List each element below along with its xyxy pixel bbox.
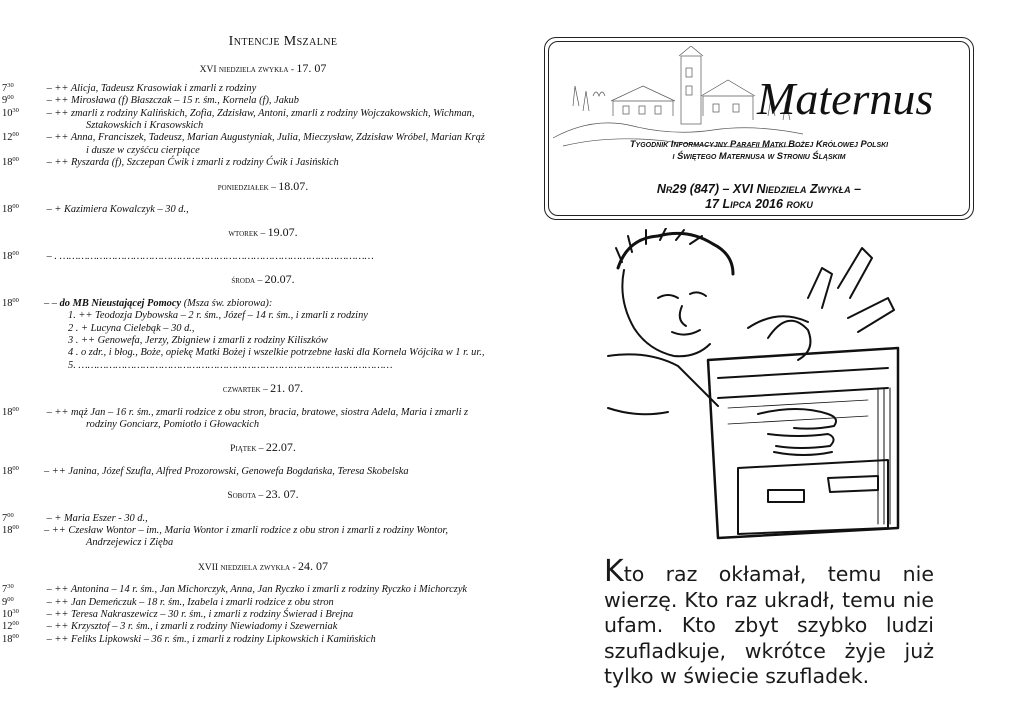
intention-entry	[2, 595, 488, 609]
intention-text: – . …………………………………………………………………………………………	[44, 250, 374, 262]
intention-text: – ++ mąż Jan – 16 r. śm., zmarli rodzice z obu stron, bracia, bratowe, siostra Adela, Maria i zmarli z rodziny Gonciarz, Pomiotło i Głowackich	[44, 406, 469, 430]
day-date: 18.07.	[278, 178, 309, 193]
issue-line-1: Nr29 (847) – XVI Niedziela Zwykła –	[656, 182, 862, 196]
intention-text: – + Kazimiera Kowalczyk – 30 d.,	[44, 204, 189, 216]
intention-entry	[2, 583, 488, 596]
intention-text: – –	[44, 297, 60, 309]
intention-entry	[2, 156, 488, 169]
time-hour: 18	[2, 633, 13, 645]
time-hour: 12	[2, 621, 13, 633]
quote-body: to raz okłamał, temu nie wierzę. Kto raz ukradł, temu nie ufam. Kto zbyt szybko ludzi szufladkuje, wkrótce żyje już tylko w świecie szufladek.	[604, 562, 934, 688]
time-minutes: 00	[12, 620, 19, 628]
time-hour: 18	[2, 204, 13, 216]
time-minutes: 30	[12, 608, 19, 615]
numbered-intention: 4 . o zdr., i błog., Boże, opiekę Matki Bożej i wszelkie potrzebne łaski dla Kornela Wójcika w 1 r. ur.,	[68, 347, 485, 359]
intention-text: – ++ Anna, Franciszek, Tadeusz, Marian Augustyniak, Julia, Mieczysław, Zdzisław Wróbel, Marian Krąż i dusze w czyśćcu cierpiące	[44, 132, 485, 156]
day-name: wtorek –	[228, 229, 268, 240]
time-hour: 18	[2, 297, 13, 309]
day-name: XVI niedziela zwykła -	[199, 65, 297, 76]
time-hour: 9	[2, 95, 8, 107]
numbered-intention: 3 . ++ Genowefa, Jerzy, Zbigniew i zmarli z rodziny Kiliszków	[68, 334, 328, 346]
time-hour: 7	[2, 82, 8, 94]
quote-text	[604, 554, 934, 690]
intention-text: – ++ Czesław Wontor – im., Maria Wontor i zmarli rodzice z obu stron i zmarli z rodziny Wontor, Andrzejewicz i Zięba	[44, 524, 449, 549]
numbered-intention: 1. ++ Teodozja Dybowska – 2 r. śm., Józef – 14 r. śm., i zmarli z rodziny	[68, 310, 368, 322]
intention-text: – ++ zmarli z rodziny Kalińskich, Zofia, Zdzisław, Antoni, zmarli z rodziny Wojczakowskich, Wichman, Sztakowskich i Krasowskich	[44, 107, 475, 132]
time-minutes: 30	[7, 583, 14, 591]
time-hour: 18	[2, 465, 13, 477]
day-name: środa –	[231, 276, 265, 287]
intention-entry	[2, 523, 488, 550]
days-list	[2, 61, 488, 646]
day-name: Piątek –	[230, 444, 266, 455]
intention-text: – ++ Antonina – 14 r. śm., Jan Michorczyk, Anna, Jan Ryczko i zmarli z rodziny Ryczko i Michorczyk	[44, 584, 468, 596]
time-minutes: 00	[7, 595, 14, 603]
day-heading	[38, 488, 488, 502]
intention-entry	[2, 203, 488, 216]
time-hour: 7	[2, 512, 8, 524]
intention-entry	[2, 464, 488, 478]
time-hour: 10	[2, 107, 13, 119]
time-minutes: 00	[12, 523, 19, 531]
time-hour: 18	[2, 250, 13, 262]
intention-text: – ++ Jan Demeńczuk – 18 r. śm., Izabela i zmarli rodzice z obu stron	[44, 596, 334, 608]
day-name: czwartek –	[222, 385, 271, 396]
time-minutes: 00	[12, 632, 19, 640]
masthead-box	[544, 37, 974, 220]
time-hour: 7	[2, 584, 8, 596]
intention-entry	[2, 608, 488, 621]
intention-text: – ++ Feliks Lipkowski – 36 r. śm., i zmarli z rodziny Lipkowskich i Kamińskich	[44, 633, 376, 645]
time-minutes: 00	[12, 464, 19, 472]
intention-entry	[2, 106, 488, 133]
day-heading	[38, 441, 488, 455]
newsletter-title: Maternus	[757, 73, 934, 124]
time-minutes: 00	[12, 249, 19, 257]
day-heading	[38, 382, 488, 396]
day-name: XVII niedziela zwykła -	[198, 562, 298, 573]
intention-bold: do MB Nieustającej Pomocy	[59, 297, 182, 309]
quote-first-letter: K	[604, 554, 624, 589]
intention-entry	[2, 296, 488, 310]
numbered-intention: 2 . + Lucyna Cielebąk – 30 d.,	[68, 322, 195, 334]
day-date: 23. 07.	[265, 487, 299, 502]
day-date: 24. 07	[297, 558, 328, 573]
day-date: 20.07.	[264, 272, 295, 287]
page-title: Intencje Mszalne	[228, 34, 338, 49]
day-date: 21. 07.	[270, 381, 304, 396]
intention-entry	[2, 511, 488, 525]
day-heading	[38, 273, 488, 287]
intention-entry	[2, 405, 488, 432]
day-date: 17. 07	[296, 61, 327, 76]
time-minutes: 00	[7, 94, 14, 102]
masthead-inner	[548, 41, 970, 216]
intention-text: – ++ Teresa Nakraszewicz – 30 r. śm., i zmarli z rodziny Świerad i Brejna	[44, 609, 354, 620]
day-date: 22.07.	[265, 440, 296, 455]
intention-text: – ++ Alicja, Tadeusz Krasowiak i zmarli z rodziny	[44, 82, 257, 94]
newsletter-subtitle	[549, 139, 969, 162]
day-heading	[38, 560, 488, 574]
mass-intentions-column	[2, 34, 488, 646]
day-date: 19.07.	[267, 225, 298, 240]
intention-entry	[2, 632, 488, 646]
intention-text: – ++ Mirosława (f) Błaszczak – 15 r. śm., Kornela (f), Jakub	[44, 95, 299, 107]
numbered-intention: 5. …………………………………………………………………………………………	[68, 359, 393, 371]
intention-entry	[2, 131, 488, 157]
time-minutes: 00	[12, 131, 19, 139]
time-hour: 9	[2, 596, 8, 608]
intention-after: (Msza św. zbiorowa):	[181, 297, 273, 309]
day-heading	[38, 226, 488, 240]
day-name: poniedziałek –	[217, 182, 279, 193]
time-hour: 18	[2, 157, 13, 169]
subtitle-line-2: i Świętego Maternusa w Stroniu Śląskim	[672, 150, 846, 161]
intention-text: – ++ Krzysztof – 3 r. śm., i zmarli z rodziny Niewiadomy i Szewerniak	[44, 621, 338, 633]
intention-entry	[2, 249, 488, 263]
time-minutes: 30	[7, 81, 14, 89]
time-minutes: 00	[12, 156, 19, 164]
subtitle-line-1: Tygodnik Informacyjny Parafii Matki Bożej Królowej Polski	[629, 139, 889, 149]
time-hour: 18	[2, 524, 13, 536]
time-minutes: 00	[12, 203, 19, 211]
issue-info	[549, 182, 969, 212]
intention-entry	[2, 620, 488, 633]
time-minutes: 00	[12, 296, 19, 304]
day-name: Sobota –	[227, 491, 266, 502]
filing-cabinet-cartoon-image	[598, 228, 928, 550]
time-minutes: 00	[12, 405, 19, 413]
day-heading	[38, 180, 488, 194]
day-heading	[38, 62, 488, 76]
intention-text: – ++ Ryszarda (f), Szczepan Ćwik i zmarli z rodziny Ćwik i Jasińskich	[44, 157, 339, 169]
time-hour: 18	[2, 406, 13, 418]
intention-entry	[2, 81, 488, 95]
time-minutes: 00	[7, 511, 14, 519]
time-hour: 10	[2, 609, 13, 620]
issue-line-2: 17 Lipca 2016 roku	[705, 197, 813, 211]
intention-text: – + Maria Eszer - 30 d.,	[44, 512, 148, 524]
intention-text: – ++ Janina, Józef Szufla, Alfred Prozorowski, Genowefa Bogdańska, Teresa Skobelska	[44, 465, 409, 477]
intention-entry	[2, 94, 488, 107]
time-hour: 12	[2, 132, 13, 144]
time-minutes: 30	[12, 106, 19, 114]
